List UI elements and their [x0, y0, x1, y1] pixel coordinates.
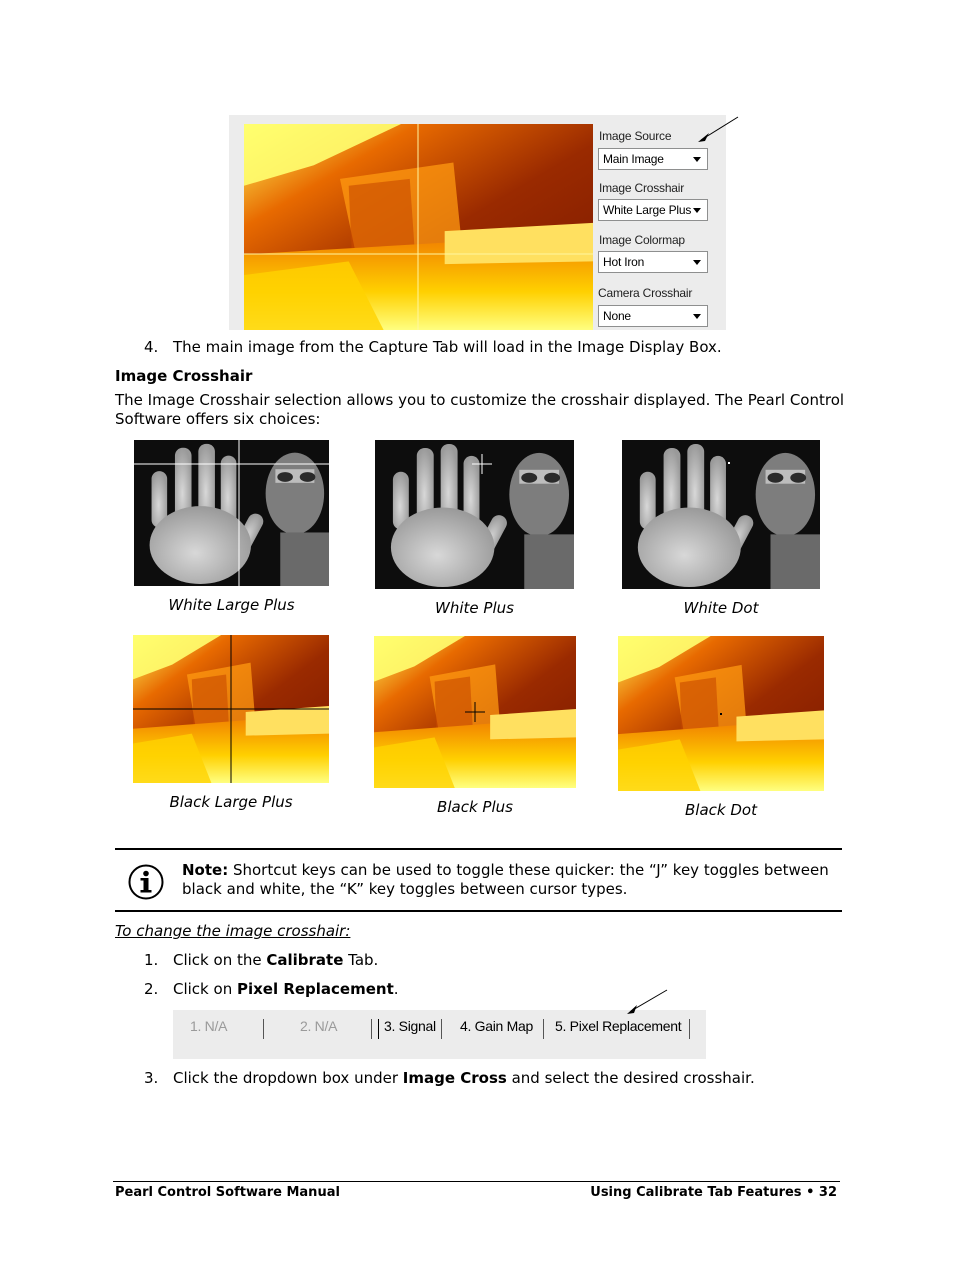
- caption-black-plus: Black Plus: [437, 798, 513, 816]
- camera-crosshair-dropdown[interactable]: [598, 305, 708, 327]
- caption-black-dot: Black Dot: [685, 801, 757, 819]
- caption-white-large-plus: White Large Plus: [168, 596, 295, 614]
- step-1-post: Tab.: [343, 951, 379, 969]
- footer-rule: [113, 1181, 840, 1182]
- step-3-pre: Click the dropdown box under: [173, 1069, 403, 1087]
- thumb-white-dot: [622, 440, 820, 589]
- section-heading: Image Crosshair: [115, 367, 253, 385]
- note-line-2: black and white, the “K” key toggles between cursor types.: [182, 880, 628, 898]
- camera-crosshair-label: Camera Crosshair: [598, 286, 693, 300]
- tab-1-na[interactable]: 1. N/A: [190, 1018, 228, 1034]
- image-source-value: Main Image: [603, 152, 664, 166]
- caption-black-large-plus: Black Large Plus: [169, 793, 293, 811]
- image-crosshair-dropdown[interactable]: [598, 199, 708, 221]
- step-1-pre: Click on the: [173, 951, 267, 969]
- step-3-bold: Image Cross: [402, 1069, 507, 1087]
- caption-white-dot: White Dot: [683, 599, 759, 617]
- caption-white-plus: White Plus: [435, 599, 514, 617]
- tab-5-pixel-replacement[interactable]: 5. Pixel Replacement: [555, 1018, 682, 1034]
- pointer-arrow-icon: [695, 114, 740, 144]
- step-1-text: [173, 951, 378, 970]
- step-2-bold: Pixel Replacement: [236, 980, 394, 998]
- tab-separator: [441, 1019, 442, 1039]
- step-2-pre: Click on: [173, 980, 237, 998]
- image-colormap-label: Image Colormap: [599, 233, 685, 247]
- tab-separator: [263, 1019, 264, 1039]
- step-2-text: [173, 980, 399, 999]
- note-label: Note:: [182, 861, 229, 879]
- step-3-post: and select the desired crosshair.: [506, 1069, 755, 1087]
- tab-separator: [689, 1019, 690, 1039]
- info-icon: [127, 863, 165, 901]
- image-display-screenshot: [229, 115, 726, 330]
- step-2-post: .: [393, 980, 399, 998]
- calibrate-tab-strip: [173, 1010, 706, 1059]
- note-top-rule: [115, 848, 842, 850]
- chevron-down-icon: [693, 208, 701, 213]
- step-1-bold: Calibrate: [266, 951, 344, 969]
- chevron-down-icon: [693, 157, 701, 162]
- thumb-black-dot: [618, 636, 824, 791]
- pointer-arrow-icon: [624, 988, 670, 1016]
- step-4-number: 4.: [144, 338, 159, 356]
- intro-paragraph: The Image Crosshair selection allows you to customize the crosshair displayed. The Pearl Control Software offers six choices:: [115, 391, 845, 428]
- image-crosshair-label: Image Crosshair: [599, 181, 685, 195]
- step-2-number: 2.: [144, 980, 159, 998]
- step-3-text: [173, 1069, 755, 1088]
- thumb-black-large-plus: [133, 635, 329, 783]
- chevron-down-icon: [693, 260, 701, 265]
- step-3-number: 3.: [144, 1069, 159, 1087]
- note-line-1: Shortcut keys can be used to toggle these quicker: the “J” key toggles between: [228, 861, 829, 879]
- image-colormap-value: Hot Iron: [603, 255, 645, 269]
- image-source-label: Image Source: [599, 129, 672, 143]
- step-4-text: The main image from the Capture Tab will load in the Image Display Box.: [173, 338, 722, 356]
- tab-separator: [543, 1019, 544, 1039]
- procedure-heading: To change the image crosshair:: [115, 922, 351, 940]
- thumb-black-plus: [374, 636, 576, 788]
- thumb-white-plus: [375, 440, 574, 589]
- footer-section-page: Using Calibrate Tab Features • 32: [590, 1185, 837, 1200]
- footer-manual-title: Pearl Control Software Manual: [115, 1185, 340, 1200]
- note-bottom-rule: [115, 910, 842, 912]
- image-crosshair-value: White Large Plus: [603, 203, 692, 217]
- tab-separator: [378, 1019, 379, 1039]
- step-1-number: 1.: [144, 951, 159, 969]
- tab-4-gain-map[interactable]: 4. Gain Map: [460, 1018, 533, 1034]
- tab-2-na[interactable]: 2. N/A: [300, 1018, 338, 1034]
- camera-crosshair-value: None: [603, 309, 631, 323]
- image-source-dropdown[interactable]: [598, 148, 708, 170]
- main-thermal-image: [244, 124, 593, 330]
- tab-3-signal[interactable]: 3. Signal: [384, 1018, 436, 1034]
- image-colormap-dropdown[interactable]: [598, 251, 708, 273]
- chevron-down-icon: [693, 314, 701, 319]
- tab-separator: [371, 1019, 372, 1039]
- thumb-white-large-plus: [134, 440, 329, 586]
- note-text: [182, 861, 842, 899]
